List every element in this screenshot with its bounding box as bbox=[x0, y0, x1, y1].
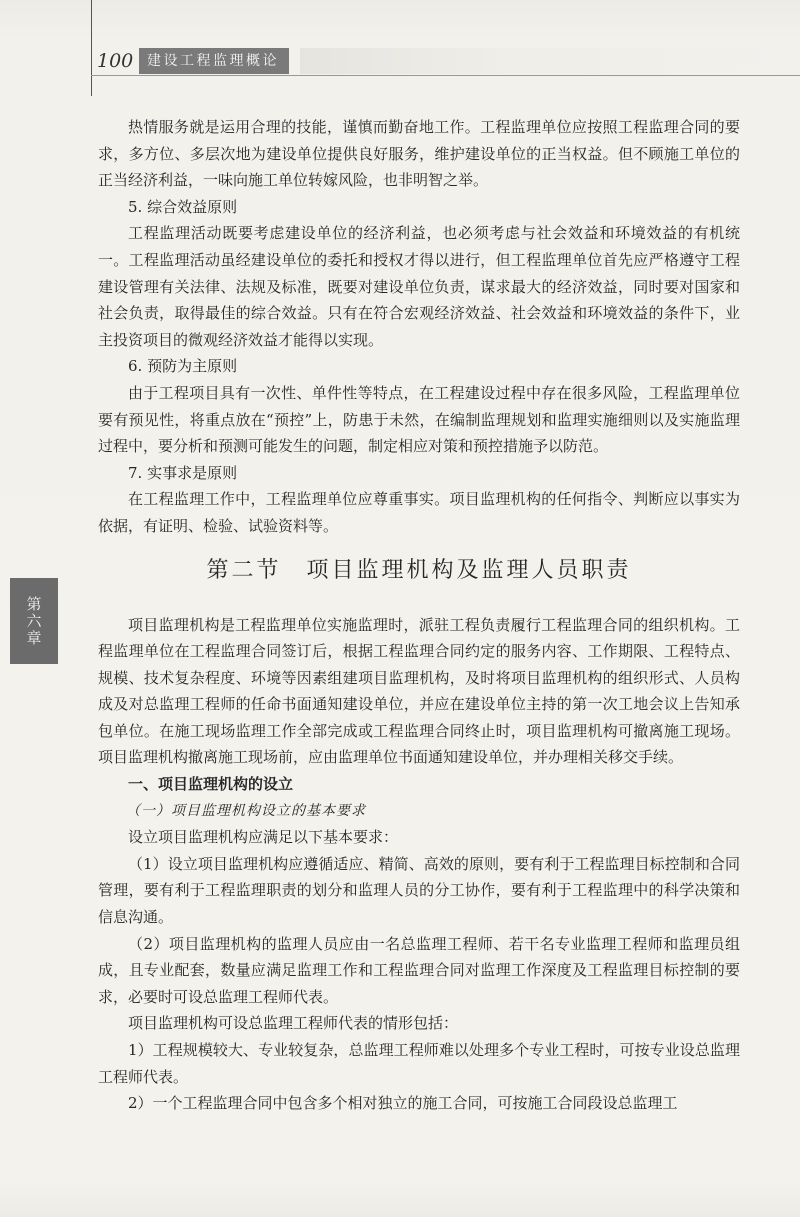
sub-subsection-heading: （一）项目监理机构设立的基本要求 bbox=[126, 802, 366, 819]
running-header bbox=[91, 48, 289, 74]
paragraph: 设立项目监理机构应满足以下基本要求： bbox=[128, 828, 399, 847]
paragraph: （1）设立项目监理机构应遵循适应、精简、高效的原则，要有利于工程监理目标控制和合同管理，要有利于工程监理职责的划分和监理人员的分工协作，要有利于工程监理中的科学决策和信息沟通。 bbox=[98, 854, 740, 927]
chapter-tab: 第六章 bbox=[10, 578, 58, 664]
principle-heading: 7. 实事求是原则 bbox=[128, 463, 238, 482]
paragraph: 由于工程项目具有一次性、单件性等特点，在工程建设过程中存在很多风险，工程监理单位要有预见性，将重点放在“预控”上，防患于未然，在编制监理规划和监理实施细则以及实施监理过程中，要分析和预测可能发生的问题，制定相应对策和预控措施予以防范。 bbox=[98, 383, 740, 456]
paragraph: 项目监理机构是工程监理单位实施监理时，派驻工程负责履行工程监理合同的组织机构。工程监理单位在工程监理合同签订后，根据工程监理合同约定的服务内容、工作期限、工程特点、规模、技术复杂程度、环境等因素组建项目监理机构，及时将项目监理机构的组织形式、人员构成及对总监理工程师的任命书面通知建设单位，并应在建设单位主持的第一次工地会议上告知承包单位。在施工现场监理工作全部完成或工程监理合同终止时，项目监理机构可撤离施工现场。项目监理机构撤离施工现场前，应由监理单位书面通知建设单位，并办理相关移交手续。 bbox=[98, 615, 740, 767]
header-shading bbox=[300, 48, 800, 74]
principle-heading: 6. 预防为主原则 bbox=[128, 357, 238, 376]
header-rule bbox=[91, 75, 800, 76]
subsection-heading: 一、项目监理机构的设立 bbox=[128, 775, 294, 794]
paragraph: 热情服务就是运用合理的技能，谨慎而勤奋地工作。工程监理单位应按照工程监理合同的要求，多方位、多层次地为建设单位提供良好服务，维护建设单位的正当权益。但不顾施工单位的正当经济利益，一味向施工单位转嫁风险，也非明智之举。 bbox=[98, 118, 740, 190]
book-title: 建设工程监理概论 bbox=[139, 48, 289, 74]
paragraph: 1）工程规模较大、专业较复杂，总监理工程师难以处理多个专业工程时，可按专业设总监理工程师代表。 bbox=[98, 1041, 740, 1086]
paragraph: 项目监理机构可设总监理工程师代表的情形包括： bbox=[128, 1014, 459, 1033]
paragraph: （2）项目监理机构的监理人员应由一名总监理工程师、若干名专业监理工程师和监理员组成，且专业配套，数量应满足监理工作和工程监理合同对监理工作深度及工程监理目标控制的要求，必要时可设总监理工程师代表。 bbox=[98, 934, 740, 1006]
paragraph: 2）一个工程监理合同中包含多个相对独立的施工合同，可按施工合同段设总监理工 bbox=[128, 1094, 678, 1113]
page-body bbox=[98, 114, 740, 1117]
paragraph: 在工程监理工作中，工程监理单位应尊重事实。项目监理机构的任何指令、判断应以事实为依据，有证明、检验、试验资料等。 bbox=[98, 490, 740, 535]
principle-heading: 5. 综合效益原则 bbox=[128, 197, 238, 216]
section-title: 第二节 项目监理机构及监理人员职责 bbox=[206, 557, 632, 583]
page-number: 100 bbox=[97, 50, 134, 72]
paragraph: 工程监理活动既要考虑建设单位的经济利益，也必须考虑与社会效益和环境效益的有机统一。工程监理活动虽经建设单位的委托和授权才得以进行，但工程监理单位首先应严格遵守工程建设管理有关法律、法规及标准，既要对建设单位负责，谋求最大的经济效益，同时要对国家和社会负责，取得最佳的综合效益。只有在符合宏观经济效益、社会效益和环境效益的条件下，业主投资项目的微观经济效益才能得以实现。 bbox=[98, 224, 740, 349]
